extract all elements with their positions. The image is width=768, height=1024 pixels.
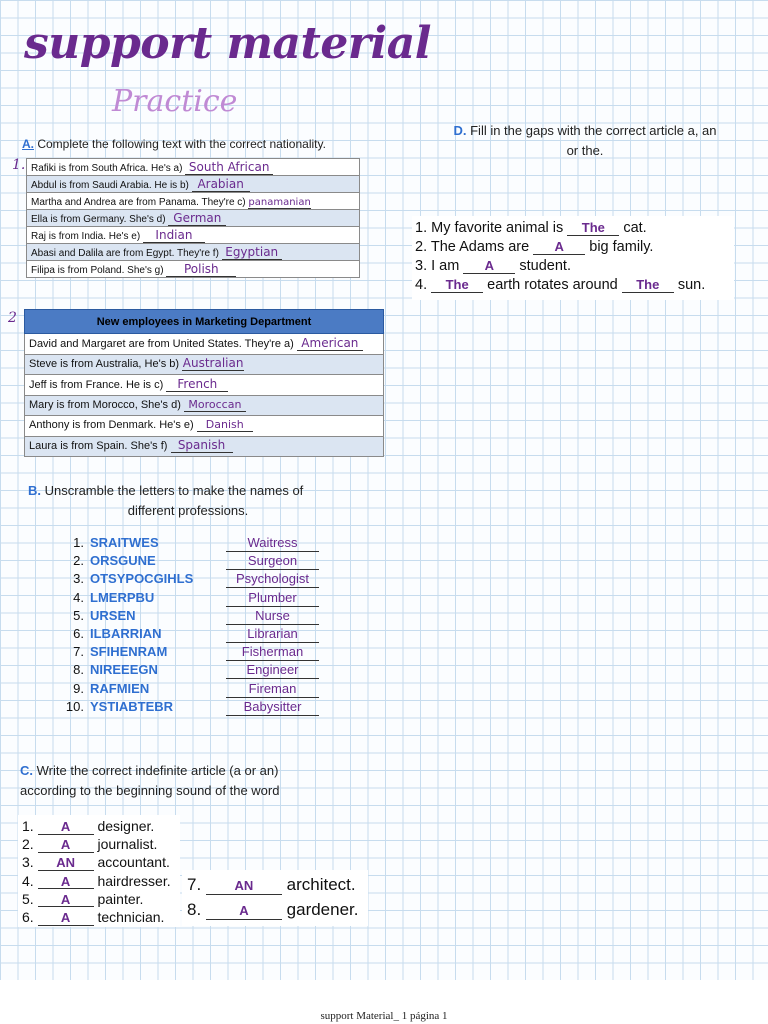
- table-cell: [27, 261, 360, 278]
- table-row: [27, 210, 360, 227]
- section-c-text-1: Write the correct indefinite article (a or an): [36, 763, 279, 778]
- item-number: 6.: [73, 625, 84, 641]
- article-item: [22, 891, 143, 908]
- table-cell: [27, 193, 360, 210]
- article-answer: A: [463, 259, 515, 274]
- row-prompt: Steve is from Australia, He's b): [29, 358, 180, 371]
- item-number: 4.: [415, 277, 428, 293]
- section-c-letter: C.: [20, 763, 33, 778]
- item-text-after: big family.: [589, 239, 654, 255]
- item-text-after: sun.: [677, 277, 706, 293]
- nationality-answer: French: [166, 378, 228, 392]
- table-row: [25, 375, 384, 396]
- item-number: 2.: [73, 553, 84, 569]
- table-row: [27, 261, 360, 278]
- item-text-after: cat.: [623, 220, 647, 236]
- row-prompt: Laura is from Spain. She's f): [29, 440, 168, 453]
- section-d-text-1: Fill in the gaps with the correct article a, an: [470, 123, 717, 138]
- item-number: 6.: [22, 909, 34, 925]
- table-row: [25, 436, 384, 457]
- item-number: 7.: [73, 644, 84, 660]
- scrambled-word: RAFMIEN: [90, 680, 150, 696]
- row-prompt: Abasi and Dalila are from Egypt. They're f): [31, 247, 219, 259]
- table-row: [25, 416, 384, 437]
- row-prompt: Rafiki is from South Africa. He's a): [31, 162, 183, 174]
- table-cell: [27, 244, 360, 261]
- table-row: [25, 395, 384, 416]
- nationality-answer: Indian: [143, 229, 205, 243]
- item-number: 8.: [187, 900, 202, 919]
- item-word: designer.: [97, 818, 155, 834]
- profession-answer: Nurse: [226, 608, 319, 625]
- item-number: 5.: [22, 890, 34, 907]
- profession-answer: Engineer: [226, 662, 319, 679]
- row-prompt: Raj is from India. He's e): [31, 230, 141, 242]
- article-item: [415, 239, 653, 255]
- nationality-answer: Danish: [197, 419, 253, 432]
- table-cell: [25, 436, 384, 457]
- list-item: [60, 626, 325, 644]
- item-word: technician.: [97, 909, 165, 925]
- row-prompt: David and Margaret are from United States. They're a): [29, 337, 294, 350]
- article-item: [22, 818, 154, 835]
- scrambled-word: NIREEEGN: [90, 662, 158, 678]
- item-number: 4.: [73, 589, 84, 605]
- table-row: [27, 159, 360, 176]
- item-number: 2.: [22, 836, 34, 853]
- item-word: journalist.: [97, 836, 158, 853]
- scrambled-word: LMERPBU: [90, 589, 155, 605]
- table-row: [27, 244, 360, 261]
- article-answer: A: [38, 911, 94, 926]
- section-b-text-2: different professions.: [127, 503, 249, 518]
- section-b-text-1: Unscramble the letters to make the names of: [44, 483, 304, 498]
- scrambled-word: ORSGUNE: [90, 553, 156, 569]
- list-item: [60, 553, 325, 571]
- row-prompt: Ella is from Germany. She's d): [31, 213, 166, 225]
- table-cell: [25, 416, 384, 437]
- table-cell: [27, 210, 360, 227]
- table-row: [25, 334, 384, 355]
- item-number: 4.: [22, 872, 34, 889]
- row-prompt: Anthony is from Denmark. He's e): [29, 419, 194, 432]
- list-item: [60, 608, 325, 626]
- page-title: support material: [24, 18, 431, 69]
- scrambled-word: URSEN: [90, 607, 136, 623]
- section-d-text-2: or the.: [566, 143, 604, 158]
- nationality-answer: panamanian: [248, 197, 311, 208]
- item-word: painter.: [97, 890, 144, 907]
- section-b-letter: B.: [28, 483, 41, 498]
- section-d-instruction: [425, 121, 745, 161]
- item-number: 8.: [73, 662, 84, 678]
- table-row: [27, 176, 360, 193]
- table-cell: [25, 395, 384, 416]
- nationality-answer: Arabian: [192, 178, 250, 192]
- list-item: [60, 571, 325, 589]
- article-answer: A: [38, 893, 94, 908]
- item-text-before: I am: [431, 258, 460, 274]
- list-item: [60, 590, 325, 608]
- scrambled-word: YSTIABTEBR: [90, 698, 174, 714]
- nationality-answer: American: [297, 337, 363, 351]
- exercise-mark-2: 2: [8, 310, 17, 326]
- section-c-instruction: [20, 761, 380, 801]
- article-answer: A: [38, 820, 94, 835]
- article-answer: AN: [38, 856, 94, 871]
- article-answer: A: [206, 903, 282, 920]
- table-row: [25, 354, 384, 375]
- item-text-before: The Adams are: [430, 239, 530, 255]
- article-answer: The: [567, 221, 619, 236]
- item-number: 1.: [415, 220, 428, 236]
- item-number: 3.: [22, 854, 34, 871]
- section-a-instruction: [22, 134, 326, 154]
- nationality-answer: Moroccan: [184, 399, 246, 412]
- row-prompt: Abdul is from Saudi Arabia. He is b): [31, 179, 189, 191]
- nationality-table-2: [24, 309, 384, 457]
- scrambled-word: SFIHENRAM: [90, 644, 168, 660]
- article-item: [22, 909, 164, 926]
- profession-answer: Fireman: [226, 681, 319, 698]
- item-number: 1.: [73, 535, 84, 550]
- list-item: [60, 535, 325, 553]
- list-item: [60, 662, 325, 680]
- item-number: 9.: [73, 680, 84, 696]
- profession-answer: Psychologist: [226, 571, 319, 588]
- item-text-before: My favorite animal is: [431, 220, 564, 236]
- nationality-answer: Egyptian: [222, 246, 282, 260]
- article-item: [22, 854, 170, 871]
- table-cell: [27, 176, 360, 193]
- item-word: hairdresser.: [97, 872, 171, 889]
- item-number: 3.: [415, 258, 428, 274]
- item-word: gardener.: [286, 900, 359, 919]
- professions-list: [60, 535, 325, 717]
- article-item: [415, 277, 705, 293]
- nationality-answer: South African: [185, 161, 273, 175]
- nationality-answer: German: [168, 212, 226, 226]
- table-cell: [27, 227, 360, 244]
- article-item: [187, 875, 356, 895]
- profession-answer: Waitress: [226, 535, 319, 552]
- item-number: 2.: [415, 239, 428, 255]
- nationality-table-1: [26, 158, 360, 278]
- article-item: [415, 220, 647, 236]
- article-item: [415, 258, 571, 274]
- profession-answer: Babysitter: [226, 699, 319, 716]
- nationality-answer: Spanish: [171, 439, 233, 453]
- table2-header: New employees in Marketing Department: [25, 310, 384, 334]
- list-item: [60, 699, 325, 717]
- article-item: [22, 836, 157, 853]
- item-number: 10.: [65, 698, 84, 714]
- profession-answer: Librarian: [226, 626, 319, 643]
- row-prompt: Jeff is from France. He is c): [29, 378, 164, 391]
- table-row: [27, 227, 360, 244]
- row-prompt: Mary is from Morocco, She's d): [29, 398, 181, 411]
- profession-answer: Fisherman: [226, 644, 319, 661]
- article-item: [187, 900, 359, 920]
- article-answer: AN: [206, 878, 282, 895]
- section-a-text: Complete the following text with the correct nationality.: [37, 137, 326, 151]
- item-number: 3.: [73, 571, 84, 587]
- item-word: architect.: [286, 875, 356, 894]
- section-d-letter: D.: [453, 123, 467, 138]
- nationality-answer: Polish: [166, 263, 236, 277]
- table-cell: [25, 354, 384, 375]
- item-number: 1.: [22, 818, 34, 834]
- item-number: 5.: [73, 607, 84, 623]
- article-answer: A: [533, 240, 585, 255]
- scrambled-word: OTSYPOCGIHLS: [90, 571, 194, 587]
- table-cell: [25, 375, 384, 396]
- item-text-after: student.: [519, 258, 571, 274]
- article-answer: A: [38, 838, 94, 853]
- item-number: 7.: [187, 875, 202, 894]
- item-word: accountant.: [97, 854, 170, 871]
- scrambled-word: SRAITWES: [90, 535, 159, 550]
- page-footer: support Material_ 1 página 1: [320, 1010, 448, 1022]
- article-item: [22, 873, 171, 890]
- item-text-middle: earth rotates around: [487, 277, 618, 293]
- list-item: [60, 681, 325, 699]
- list-item: [60, 644, 325, 662]
- page-subtitle: Practice: [112, 84, 238, 119]
- article-answer: A: [38, 875, 94, 890]
- section-a-letter: A.: [22, 137, 34, 151]
- article-answer: The: [622, 278, 674, 293]
- section-c-text-2: according to the beginning sound of the word: [20, 783, 280, 798]
- row-prompt: Filipa is from Poland. She's g): [31, 264, 164, 276]
- article-answer: The: [431, 278, 483, 293]
- profession-answer: Plumber: [226, 590, 319, 607]
- exercise-mark-1: 1.: [12, 157, 26, 173]
- nationality-answer: Australian: [182, 356, 244, 371]
- table-row: [27, 193, 360, 210]
- scrambled-word: ILBARRIAN: [90, 625, 162, 641]
- row-prompt: Martha and Andrea are from Panama. They're c): [31, 197, 246, 208]
- table-cell: [27, 159, 360, 176]
- section-b-instruction: [28, 481, 378, 521]
- table-cell: [25, 334, 384, 355]
- profession-answer: Surgeon: [226, 553, 319, 570]
